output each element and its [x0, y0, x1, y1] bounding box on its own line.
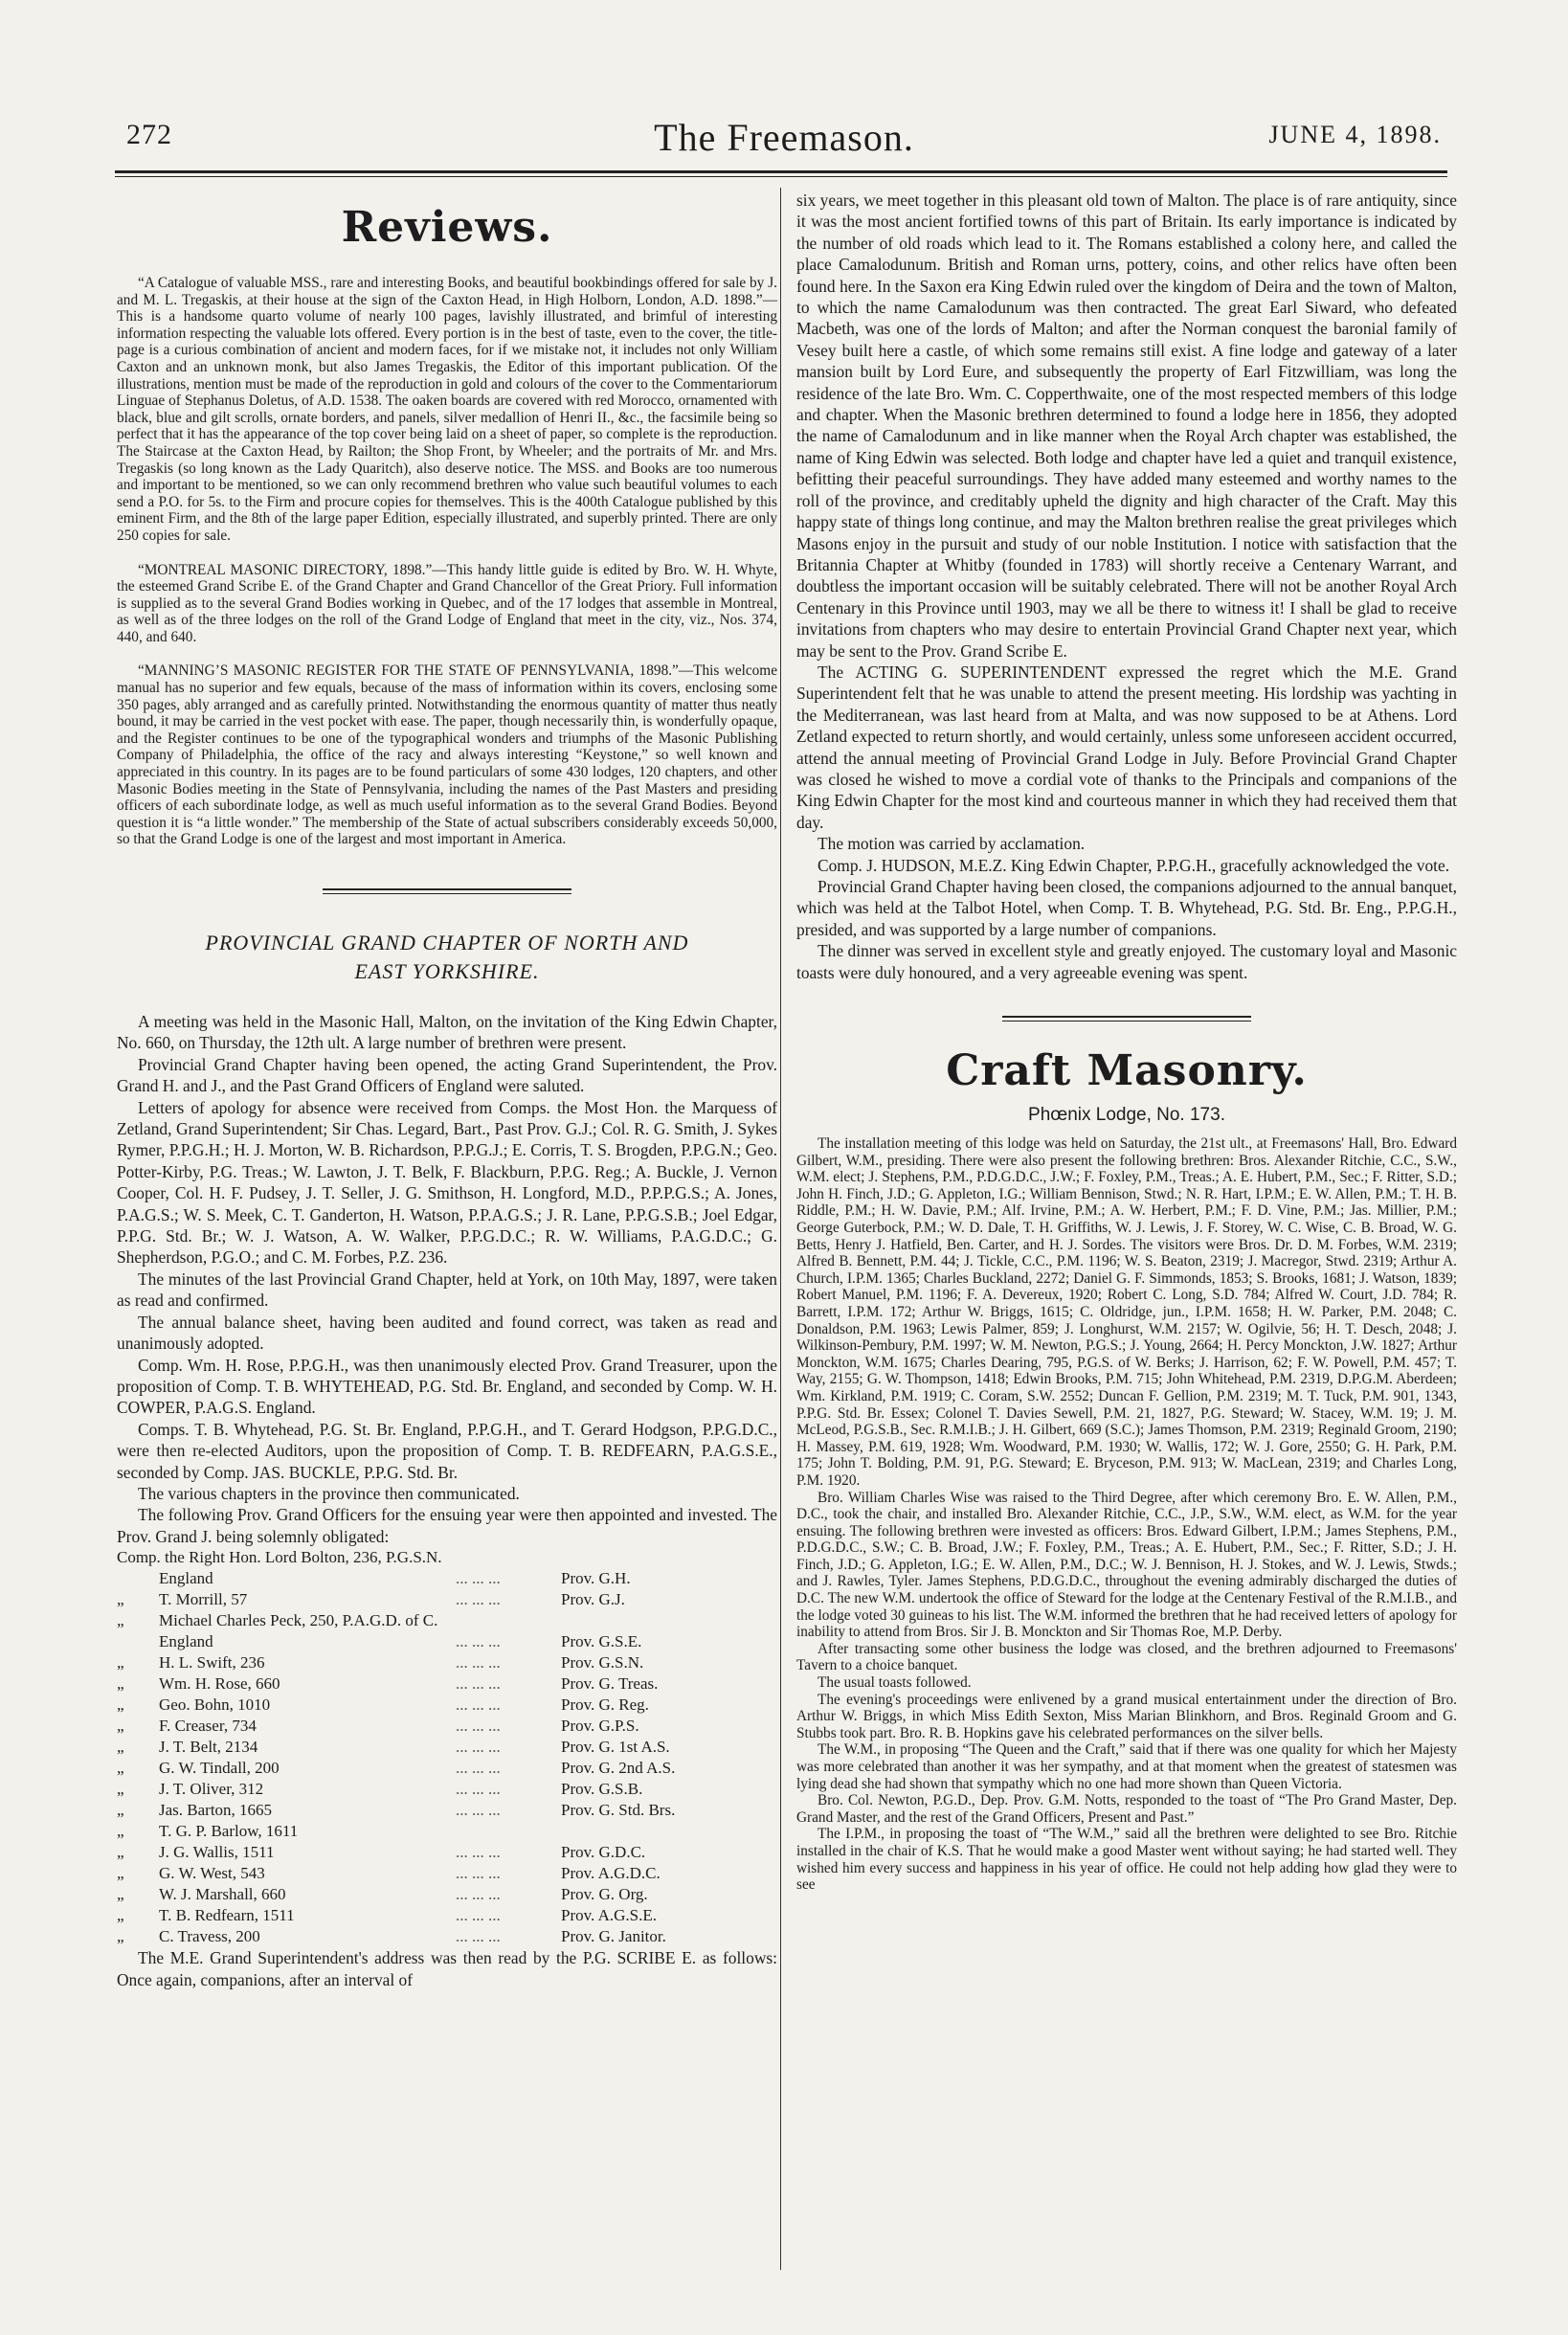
craft-paragraph: The installation meeting of this lodge was held on Saturday, the 21st ult., at Freemasons' Hall, Bro. Edward Gilbert, W.M., presiding. There were also present the following brethren: Bros. Alexander Ritchie, C.C., S.W., W.M. elect; J. Stephens, P.M., P.D.G.D.C., J.W.; F. Foxley, P.M., Treas.; A. E. Hubert, P.M., Sec.; F. Ritter, S.D.; John H. Finch, J.D.; G. Appleton, I.G.; William Bennison, Stwd.; N. R. Hart, I.P.M.; E. W. Allen, P.M.; T. H. B. Riddle, P.M.; H. W. Davie, P.M.; Alf. Irvine, P.M.; A. W. Herbert, P.M.; F. D. Vine, P.M.; Jas. Millier, P.M.; George Guterbock, P.M.; W. D. Dale, T. H. Griffiths, W. J. Lewis, J. F. Storey, W. C. Wise, C. B. Broad, W. G. Betts, Henry J. Hatfield, Ben. Carter, and H. J. Sordes. The visitors were Bros. Dr. D. M. Forbes, W.M. 2319; Alfred B. Bennett, P.M. 44; J. Tickle, C.C., P.M. 1196; W. S. Beaton, 2319; J. Macregor, Stwd. 2319; Arthur A. Church, I.P.M. 1365; Charles Buckland, 2272; Daniel G. F. Simmonds, 1853; S. Brooks, 1681; J. Watson, 1839; Robert Manuel, P.M. 1196; F. A. Devereux, 1920; Robert C. Long, S.D. 784; Alfred W. Court, J.D. 784; R. Barrett, I.P.M. 172; Arthur W. Briggs, 1615; C. Oldridge, jun., I.P.M. 1658; H. W. Parker, P.M. 2048; C. Donaldson, P.M. 1963; Lewis Palmer, 859; J. Longhurst, W.M. 2157; W. Ogilvie, 56; H. T. Desch, 2048; J. Wilkinson-Pembury, P.M. 1997; W. M. Newton, P.G.S.; J. Young, 2664; H. Percy Monckton, J.W. 1827; Arthur Monckton, W.M. 1675; Charles Dearing, 795, P.G.S. of W. Berks; J. Harrison, 62; F. W. Powell, P.M. 457; T. Way, 2155; G. W. Thompson, 1418; Edwin Brooks, P.M. 715; John Whitehead, P.M. 2319, D.P.G.M. Aberdeen; Wm. Kirkland, P.M. 1919; C. Coram, S.W. 2552; Duncan F. Gellion, P.M. 2319; M. T. Tuck, P.M. 901, 1343, P.P.G. Std. Br. Essex; Colonel T. Davies Sewell, P.M. 21, 1827, P.G. Steward; W. Stacey, W.M. 19; J. M. McLeod, P.G.S.B., Sec. R.M.I.B.; J. H. Gilbert, 669 (S.C.); James Thomson, P.M. 2319; Reginald Groom, 2190; H. Massey, P.M. 619, 1928; Wm. Woodward, P.M. 1930; W. Wallis, 172; W. J. Gore, 2550; G. H. Park, P.M. 175; John T. Bolding, P.M. 91, P.G. Steward; E. Bryceson, P.M. 913; W. MacLean, 2319; and Charles Long, P.M. 1920.: [796, 1135, 1457, 1489]
officer-office: Prov. G. Reg.: [561, 1695, 649, 1715]
officer-name: T. B. Redfearn, 1511: [159, 1906, 295, 1925]
officer-office: Prov. G. Treas.: [561, 1674, 659, 1694]
leader-dots: [456, 1610, 561, 1631]
officer-office: Prov. G.H.: [561, 1569, 631, 1588]
ditto-mark: „: [117, 1780, 124, 1799]
review-paragraph: “MONTREAL MASONIC DIRECTORY, 1898.”—This handy little guide is edited by Bro. W. H. Whyte, the esteemed Grand Scribe E. of the Grand Chapter and Grand Chancellor of the Great Priory. Full information is supplied as to the several Grand Bodies working in Quebec, and of the 17 lodges that assemble in Montreal, as well as of the three lodges on the roll of the Grand Lodge of England that meet in the city, viz., Nos. 374, 440, and 640.: [117, 561, 777, 645]
ditto-mark: „: [117, 1590, 124, 1609]
body-paragraph: Letters of apology for absence were received from Comps. the Most Hon. the Marquess of Zetland, Grand Superintendent; Sir Chas. Legard, Bart., Past Prov. G.J.; Col. R. G. Smith, J. Sykes Rymer, P.P.G.H.; H. J. Morton, W. B. Richardson, P.P.G.J.; E. Corris, T. S. Brogden, P.P.G.N.; Geo. Potter-Kirby, P.G. Treas.; W. Lawton, J. T. Belk, F. Blackburn, P.P.G. Reg.; A. Buckle, J. Vernon Cooper, Col. H. F. Pudsey, J. T. Seller, J. G. Smithson, H. Longford, M.D., P.P.P.G.S.; A. Jones, P.A.G.S.; W. S. Meek, C. T. Ganderton, H. Watson, P.P.A.G.S.; J. R. Lane, P.P.G.S.B.; Joel Edgar, P.P.G. Std. Br.; W. J. Watson, A. W. Walker, P.P.G.D.C.; R. W. Williams, P.A.G.D.C.; G. Shepherdson, P.G.O.; and C. M. Forbes, P.Z. 236.: [117, 1097, 777, 1268]
officer-row: [117, 1589, 777, 1610]
leader-dots: ... ... ...: [456, 1780, 501, 1799]
ditto-mark: [117, 1568, 155, 1589]
officer-name: J. T. Belt, 2134: [159, 1738, 258, 1757]
reviews-body: [117, 275, 777, 848]
officer-row: [117, 1884, 777, 1905]
leader-dots: ... ... ...: [456, 1653, 501, 1673]
officer-office: Prov. G.S.E.: [561, 1632, 642, 1651]
provincial-body: [117, 1011, 777, 1547]
leader-dots: ... ... ...: [456, 1590, 501, 1609]
officer-name: England: [159, 1569, 213, 1588]
body-paragraph: Provincial Grand Chapter having been opened, the acting Grand Superintendent, the Prov. Grand H. and J., and the Past Grand Officers of England were saluted.: [117, 1054, 777, 1096]
ditto-mark: „: [117, 1885, 124, 1904]
leader-dots: [456, 1821, 561, 1842]
ditto-mark: „: [117, 1864, 124, 1883]
officer-name: T. Morrill, 57: [159, 1590, 248, 1609]
body-paragraph: The ACTING G. SUPERINTENDENT expressed the regret which the M.E. Grand Superintendent felt that he was unable to attend the present meeting. His lordship was yachting in the Mediterranean, was last heard from at Malta, and was now supposed to be at Athens. Lord Zetland expected to return shortly, and would certainly, unless some unforeseen accident occurred, attend the annual meeting of Provincial Grand Lodge in July. Before Provincial Grand Chapter was closed he wished to move a cordial vote of thanks to the Principals and companions of the King Edwin Chapter for the most kind and courteous manner in which they had received them that day.: [796, 662, 1457, 832]
review-paragraph: “MANNING’S MASONIC REGISTER FOR THE STATE OF PENNSYLVANIA, 1898.”—This welcome manual has no superior and few equals, because of the mass of information within its covers, enclosing some 350 pages, ably arranged and as carefully printed. Notwithstanding the enormous quantity of matter thus neatly bound, it may be carried in the vest pocket with ease. The paper, though necessarily thin, is wonderfully opaque, and the Register continues to be one of the typographical wonders and triumphs of the Masonic Publishing Company of Philadelphia, the office of the racy and always interesting “Keystone,” so well known and appreciated in this country. In its pages are to be found particulars of some 430 lodges, 120 chapters, and other Masonic Bodies meeting in the State of Pennsylvania, including the names of the Past Masters and presiding officers of each subordinate lodge, as well as much useful information as to the several Grand Bodies. Beyond question it is “a little wonder.” The membership of the State of actual subscribers considerably exceeds 50,000, so that the Grand Lodge is one of the largest and most important in America.: [117, 662, 777, 848]
officer-office: Prov. G.S.B.: [561, 1780, 643, 1799]
officer-name: Wm. H. Rose, 660: [159, 1674, 280, 1694]
officer-name: Geo. Bohn, 1010: [159, 1695, 271, 1715]
officer-row: [117, 1863, 777, 1884]
officer-row: [117, 1758, 777, 1779]
ditto-mark: [117, 1631, 155, 1652]
lodge-heading: Phœnix Lodge, No. 173.: [1028, 1105, 1225, 1126]
officer-row: [117, 1652, 777, 1673]
ditto-mark: „: [117, 1906, 124, 1925]
paper-title: The Freemason.: [654, 116, 914, 159]
leader-dots: ... ... ...: [456, 1738, 501, 1757]
leader-dots: ... ... ...: [456, 1927, 501, 1946]
leader-dots: ... ... ...: [456, 1674, 501, 1694]
craft-paragraph: Bro. Col. Newton, P.G.D., Dep. Prov. G.M. Notts, responded to the toast of “The Pro Grand Master, Dep. Grand Master, and the rest of the Grand Officers, Present and Past.”: [796, 1792, 1457, 1826]
officers-intro: Comp. the Right Hon. Lord Bolton, 236, P.G.S.N.: [117, 1548, 442, 1567]
body-paragraph: The annual balance sheet, having been audited and found correct, was taken as read and unanimously adopted.: [117, 1312, 777, 1354]
masthead-rule-thin: [115, 176, 1447, 177]
provincial-heading-line: EAST YORKSHIRE.: [354, 959, 540, 983]
body-paragraph: six years, we meet together in this pleasant old town of Malton. The place is of rare antiquity, since it was the most ancient fortified towns of this part of Britain. Its early importance is indicated by the number of old roads which lead to it. The Romans established a colony here, and called the place Camalodunum. British and Roman urns, pottery, coins, and other relics have often been found here. In the Saxon era King Edwin ruled over the kingdom of Deira and the town of Malton, to which the name Camalodunum was then contracted. The great Earl Siward, who defeated Macbeth, was one of the lords of Malton; and after the Norman conquest the baronial family of Vesey built here a castle, of which some remains still exist. A fine lodge and gateway of a later mansion built by Lord Eure, and subsequently the property of Earl Fitzwilliam, was long the residence of the late Bro. Wm. C. Copperthwaite, one of the most respected members of this lodge and chapter. When the Masonic brethren determined to found a lodge here in 1856, they adopted the name of Camalodunum and in like manner when the Royal Arch chapter was established, the name of King Edwin was selected. Both lodge and chapter have led a quiet and tranquil existence, befitting their peaceful surroundings. They have added many esteemed and worthy names to the roll of the province, and creditably upheld the dignity and high character of the Craft. May this happy state of things long continue, and may the Malton brethren realise the great privileges which Masons enjoy in the pursuit and study of our noble Institution. I notice with satisfaction that the Britannia Chapter at Whitby (founded in 1783) will shortly receive a Centenary Warrant, and doubtless the important occasion will be suitably celebrated. There will not be another Royal Arch Centenary in this Province until 1903, may we all be there to witness it! I shall be glad to receive invitations from chapters who may desire to entertain Provincial Grand Chapter next year, which may be sent to the Prov. Grand Scribe E.: [796, 191, 1457, 661]
officer-row: [117, 1779, 777, 1800]
provincial-heading-line: PROVINCIAL GRAND CHAPTER OF NORTH AND: [205, 931, 689, 954]
craft-paragraph: After transacting some other business the lodge was closed, and the brethren adjourned to Freemasons' Tavern to a choice banquet.: [796, 1640, 1457, 1674]
masthead: [123, 115, 1445, 172]
officer-name: C. Travess, 200: [159, 1927, 260, 1946]
leader-dots: ... ... ...: [456, 1759, 501, 1778]
officer-row: [117, 1568, 777, 1589]
ditto-mark: „: [117, 1822, 124, 1841]
ditto-mark: „: [117, 1674, 124, 1694]
provincial-heading: [117, 929, 777, 986]
ditto-mark: „: [117, 1717, 124, 1736]
leader-dots: ... ... ...: [456, 1695, 501, 1715]
page-number: 272: [126, 119, 172, 150]
officer-row: [117, 1737, 777, 1758]
officer-row: [117, 1926, 777, 1947]
leader-dots: ... ... ...: [456, 1569, 501, 1588]
officer-office: Prov. G. 1st A.S.: [561, 1738, 670, 1757]
officer-row: [117, 1842, 777, 1863]
craft-paragraph: The evening's proceedings were enlivened by a grand musical entertainment under the direction of Bro. Arthur W. Briggs, in which Miss Edith Sexton, Miss Marian Blinkhorn, and Bros. Reginald Groom and G. Stubbs took part. Bro. R. B. Hopkins gave his celebrated performances on the silver bells.: [796, 1691, 1457, 1741]
officer-row: [117, 1905, 777, 1926]
craft-paragraph: The I.P.M., in proposing the toast of “The W.M.,” said all the brethren were delighted to see Bro. Ritchie installed in the chair of K.S. That he would make a good Master went without saying; he had started well. They wished him every success and happiness in his year of office. He could not help adding how glad they were to see: [796, 1826, 1457, 1894]
officers-list: [117, 1547, 777, 1947]
officer-office: Prov. A.G.S.E.: [561, 1906, 657, 1925]
right-column: [796, 190, 1457, 1894]
review-paragraph: “A Catalogue of valuable MSS., rare and interesting Books, and beautiful bookbindings offered for sale by J. and M. L. Tregaskis, at their house at the sign of the Caxton Head, in High Holborn, London, A.D. 1898.”—This is a handsome quarto volume of nearly 100 pages, lavishly illustrated, and brimful of interesting information respecting the valuable lots offered. Every portion is in the best of taste, even to the cover, the title-page is a curious combination of ancient and modern faces, for if we mistake not, it includes not only William Caxton and an unknown monk, but also James Tregaskis, the Editor of this important publication. Of the illustrations, mention must be made of the reproduction in gold and colours of the cover to the Commentariorum Linguae of Stephanus Doletus, of A.D. 1538. The oaken boards are covered with red Morocco, ornamented with black, blue and gilt scrolls, ornate borders, and panels, silver medallion of Henri II., &c., the facsimile being so perfect that it has the appearance of the top cover being laid on a sheet of paper, so complete is the reproduction. The Staircase at the Caxton Head, by Railton; the Shop Front, by Wheeler; and the portraits of Mr. and Mrs. Tregaskis (so long known as the Lady Quaritch), also deserve notice. The MSS. and Books are too numerous and important to be mentioned, so we can only recommend brethren who value such beautiful volumes to each send a P.O. for 5s. to the Firm and procure copies for themselves. This is the 400th Catalogue published by this eminent Firm, and the 8th of the large paper Edition, especially illustrated, and superbly printed. There are only 250 copies for sale.: [117, 275, 777, 544]
officer-office: [561, 1610, 777, 1631]
leader-dots: ... ... ...: [456, 1632, 501, 1651]
officer-name: W. J. Marshall, 660: [159, 1885, 286, 1904]
craft-paragraph: The W.M., in proposing “The Queen and the Craft,” said that if there was one quality for which her Majesty was more celebrated than another it was her sympathy, and at that moment when the greatest of statesmen was lying dead she had shown that sympathy which no one had more shown than Queen Victoria.: [796, 1741, 1457, 1792]
ditto-mark: „: [117, 1801, 124, 1820]
craft-body: [796, 1135, 1457, 1894]
officer-row: [117, 1610, 777, 1631]
officer-name: F. Creaser, 734: [159, 1717, 257, 1736]
officer-office: Prov. A.G.D.C.: [561, 1864, 661, 1883]
issue-date: JUNE 4, 1898.: [1268, 121, 1442, 148]
section-separator: [1002, 1016, 1251, 1022]
officer-office: Prov. G.D.C.: [561, 1843, 646, 1862]
ditto-mark: „: [117, 1611, 124, 1630]
officer-office: Prov. G. Org.: [561, 1885, 648, 1904]
provincial-closing: [117, 1947, 777, 1990]
body-paragraph: Comp. J. HUDSON, M.E.Z. King Edwin Chapter, P.P.G.H., gracefully acknowledged the vote.: [818, 855, 1450, 875]
officer-row: [117, 1673, 777, 1695]
officer-name: Jas. Barton, 1665: [159, 1801, 273, 1820]
leader-dots: ... ... ...: [456, 1717, 501, 1736]
reviews-heading: Reviews.: [341, 203, 553, 252]
ditto-mark: „: [117, 1738, 124, 1757]
officer-name: G. W. West, 543: [159, 1864, 265, 1883]
left-column: [117, 190, 777, 1990]
officer-office: Prov. G. 2nd A.S.: [561, 1759, 676, 1778]
column-divider: [780, 188, 781, 2270]
body-paragraph: The M.E. Grand Superintendent's address was then read by the P.G. SCRIBE E. as follows: Once again, companions, after an interval of: [117, 1948, 777, 1989]
officer-row: [117, 1695, 777, 1716]
section-separator: [323, 888, 571, 894]
craft-paragraph: Bro. William Charles Wise was raised to the Third Degree, after which ceremony Bro. E. W. Allen, P.M., D.C., took the chair, and installed Bro. Alexander Ritchie, C.C., J.P., S.W., W.M. elect, as W.M. for the year ensuing. The following brethren were invested as officers: Bros. Edward Gilbert, I.P.M.; James Stephens, P.M., P.D.G.D.C., S.W.; C. B. Broad, J.W.; F. Foxley, P.M., Treas.; A. E. Hubert, P.M., Sec.; F. Ritter, S.D.; J. H. Finch, J.D.; G. Appleton, I.G.; E. W. Allen, P.M., D.C.; W. J. Bennison, H. J. Stokes, and W. J. Lewis, Stwds.; and J. Rawles, Tyler. James Stephens, P.D.G.D.C., throughout the evening admirably discharged the duties of D.C. The new W.M. undertook the office of Steward for the lodge at the Centenary Festival of the R.M.I.B., and the lodge voted 30 guineas to his list. The W.M. informed the brethren that he had received letters of apology for inability to attend from Bros. Sir J. B. Monckton and Sir Thomas Roe, M.P. Derby.: [796, 1489, 1457, 1641]
body-paragraph: Provincial Grand Chapter having been closed, the companions adjourned to the annual banquet, which was held at the Talbot Hotel, when Comp. T. B. Whytehead, P.G. Std. Br. Eng., P.P.G.H., presided, and was supported by a large number of companions.: [796, 877, 1457, 939]
officer-name: Michael Charles Peck, 250, P.A.G.D. of C.: [159, 1611, 438, 1630]
body-paragraph: The following Prov. Grand Officers for the ensuing year were then appointed and invested. The Prov. Grand J. being solemnly obligated:: [117, 1505, 777, 1546]
ditto-mark: „: [117, 1843, 124, 1862]
leader-dots: ... ... ...: [456, 1885, 501, 1904]
ditto-mark: „: [117, 1653, 124, 1673]
masthead-rule: [115, 170, 1447, 173]
body-paragraph: The minutes of the last Provincial Grand Chapter, held at York, on 10th May, 1897, were taken as read and confirmed.: [117, 1269, 777, 1311]
officer-row: [117, 1800, 777, 1821]
officer-name: J. T. Oliver, 312: [159, 1780, 264, 1799]
leader-dots: ... ... ...: [456, 1843, 501, 1862]
body-paragraph: The dinner was served in excellent style and greatly enjoyed. The customary loyal and Masonic toasts were duly honoured, and a very agreeable evening was spent.: [796, 941, 1457, 982]
leader-dots: ... ... ...: [456, 1906, 501, 1925]
officer-office: Prov. G. Std. Brs.: [561, 1801, 676, 1820]
officer-name: G. W. Tindall, 200: [159, 1759, 280, 1778]
officer-row: [117, 1716, 777, 1737]
officer-name: H. L. Swift, 236: [159, 1653, 265, 1673]
body-paragraph: The various chapters in the province then communicated.: [138, 1483, 520, 1503]
body-paragraph: Comps. T. B. Whytehead, P.G. St. Br. England, P.P.G.H., and T. Gerard Hodgson, P.P.G.D.C., were then re-elected Auditors, upon the proposition of Comp. T. B. REDFEARN, P.A.G.S.E., seconded by Comp. JAS. BUCKLE, P.P.G. Std. Br.: [117, 1419, 777, 1482]
body-paragraph: The motion was carried by acclamation.: [818, 834, 1086, 854]
craft-heading: Craft Masonry.: [946, 1046, 1308, 1096]
body-paragraph: A meeting was held in the Masonic Hall, Malton, on the invitation of the King Edwin Chapter, No. 660, on Thursday, the 12th ult. A large number of brethren were present.: [117, 1012, 777, 1053]
ditto-mark: „: [117, 1695, 124, 1715]
officer-office: Prov. G.P.S.: [561, 1717, 639, 1736]
officer-office: Prov. G.J.: [561, 1590, 625, 1609]
officer-name: England: [159, 1632, 213, 1651]
leader-dots: ... ... ...: [456, 1801, 501, 1820]
officer-name: T. G. P. Barlow, 1611: [159, 1822, 299, 1841]
officer-office: [561, 1821, 777, 1842]
officer-office: Prov. G. Janitor.: [561, 1927, 666, 1946]
address-continuation: [796, 190, 1457, 983]
ditto-mark: „: [117, 1927, 124, 1946]
officer-row: [117, 1631, 777, 1652]
craft-paragraph: The usual toasts followed.: [818, 1674, 972, 1692]
officer-office: Prov. G.S.N.: [561, 1653, 644, 1673]
officer-name: J. G. Wallis, 1511: [159, 1843, 275, 1862]
leader-dots: ... ... ...: [456, 1864, 501, 1883]
ditto-mark: „: [117, 1759, 124, 1778]
officer-row: [117, 1821, 777, 1842]
body-paragraph: Comp. Wm. H. Rose, P.P.G.H., was then unanimously elected Prov. Grand Treasurer, upon the proposition of Comp. T. B. WHYTEHEAD, P.G. Std. Br. England, and seconded by Comp. W. H. COWPER, P.A.G.S. England.: [117, 1355, 777, 1418]
